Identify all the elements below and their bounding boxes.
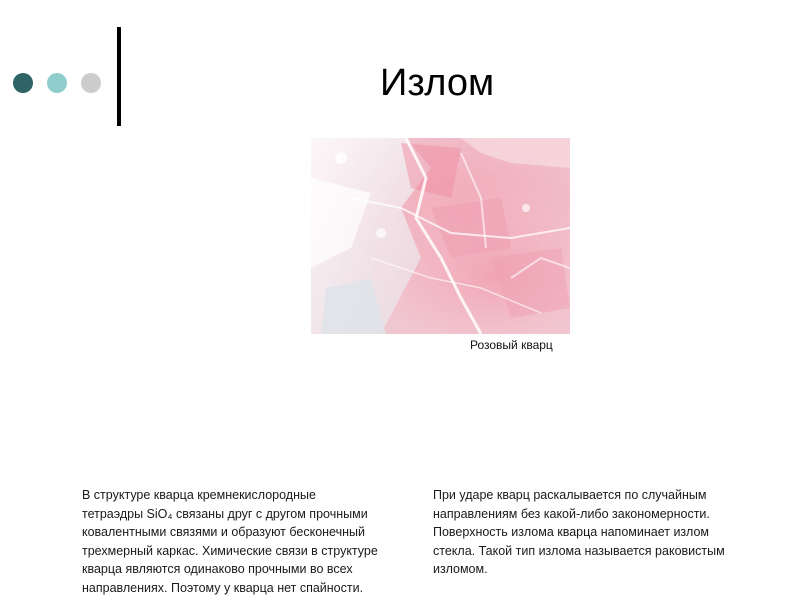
paragraph-left-line: кварца являются одинаково прочными во всех [82,562,353,576]
paragraph-right [433,486,773,579]
title-divider [117,27,121,126]
slide-title: Излом [380,62,495,104]
paragraph-right-line: изломом. [433,562,488,576]
paragraph-left-line: трехмерный каркас. Химические связи в структуре [82,543,378,558]
rose-quartz-photo [311,138,570,334]
decor-dot-2 [47,73,67,93]
paragraph-left-line: тетраэдры SiO₄ связаны друг с другом прочными [82,506,368,521]
paragraph-left-line: ковалентными связями и образуют бесконечный [82,525,365,539]
paragraph-right-line: При ударе кварц раскалывается по случайным [433,488,707,502]
paragraph-right-line: стекла. Такой тип излома называется раковистым [433,543,725,558]
paragraph-right-line: Поверхность излома кварца напоминает излом [433,525,709,539]
paragraph-left-line: В структуре кварца кремнекислородные [82,488,316,502]
paragraph-left-line: направлениях. Поэтому у кварца нет спайности. [82,580,364,595]
decor-dot-3 [81,73,101,93]
paragraph-left [82,486,422,597]
decor-dot-1 [13,73,33,93]
image-caption: Розовый кварц [470,338,553,352]
paragraph-right-line: направлениям без какой-либо закономерности. [433,506,710,521]
decor-dots [13,73,101,93]
